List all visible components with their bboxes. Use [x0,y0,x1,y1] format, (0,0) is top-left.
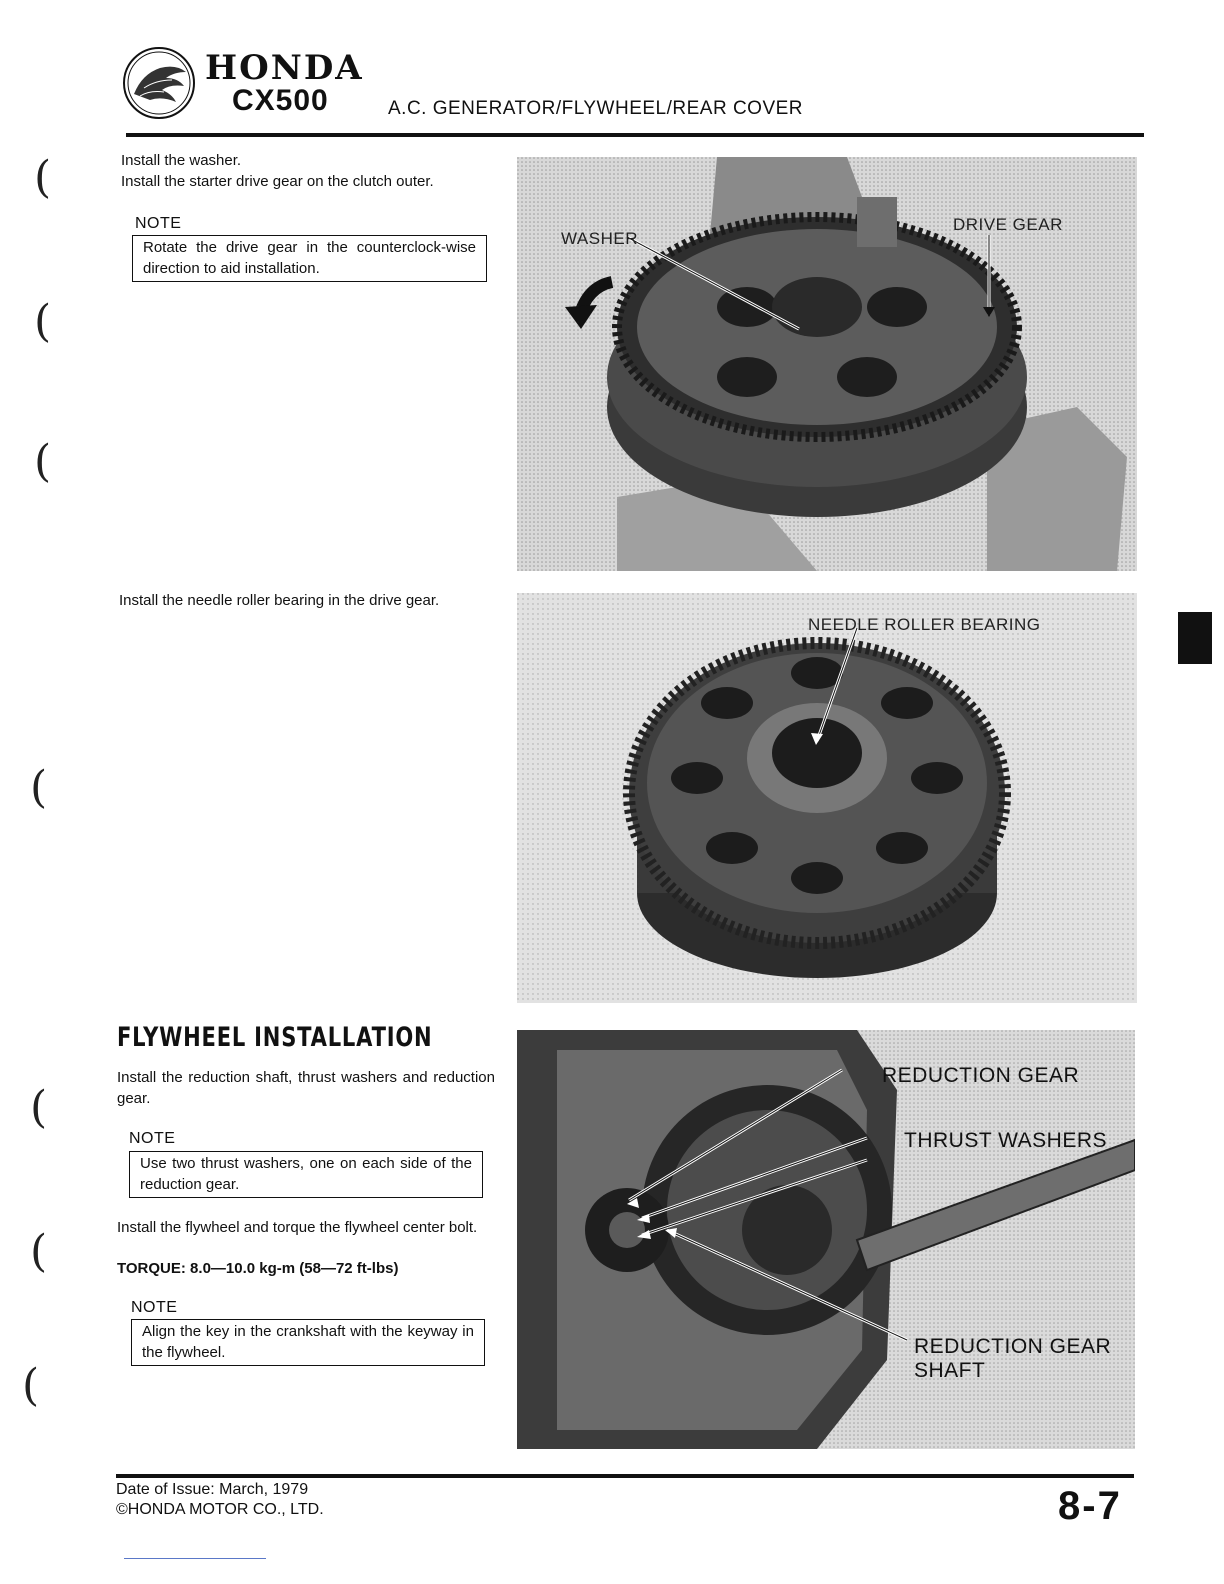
note-box: Use two thrust washers, one on each side of the reduction gear. [129,1151,483,1198]
section-title: A.C. GENERATOR/FLYWHEEL/REAR COVER [388,98,804,119]
model-name: CX500 [232,84,329,117]
bottom-link-underline [124,1558,266,1559]
photo-needle-bearing [517,593,1137,1003]
note-label: NOTE [131,1299,178,1316]
callout-reduction-gear-shaft [914,1335,1111,1383]
step1-text [121,150,511,192]
note-label: NOTE [129,1130,176,1147]
step1-line2: Install the starter drive gear on the clutch outer. [121,173,434,190]
binder-mark: ( [22,1360,40,1411]
binder-mark: ( [34,436,52,487]
note-box: Align the key in the crankshaft with the keyway in the flywheel. [131,1319,485,1366]
flywheel-heading: FLYWHEEL INSTALLATION [117,1022,433,1053]
header-divider [126,133,1144,137]
callout-washer: WASHER [561,229,638,248]
note-label: NOTE [135,215,182,232]
step2-text: Install the needle roller bearing in the drive gear. [119,592,440,609]
callout-reduction-gear: REDUCTION GEAR [882,1064,1080,1087]
flywheel-para2: Install the flywheel and torque the flywheel center bolt. [117,1219,478,1236]
binder-mark: ( [30,1082,48,1133]
page-number: 8-7 [1058,1484,1122,1528]
photo-reduction-gear [517,1030,1135,1449]
callout-thrust-washers: THRUST WASHERS [904,1129,1108,1152]
note-box: Rotate the drive gear in the counterclock-wise direction to aid installation. [132,235,487,282]
footer-divider [116,1474,1134,1478]
callout-reduction-gear-shaft-line1: REDUCTION GEAR [914,1335,1112,1358]
section-tab-marker [1178,612,1212,664]
callout-needle-roller-bearing: NEEDLE ROLLER BEARING [808,615,1041,634]
step1-line1: Install the washer. [121,152,242,169]
binder-mark: ( [34,296,52,347]
binder-mark: ( [30,762,48,813]
brand-name: HONDA [205,48,364,88]
callout-drive-gear: DRIVE GEAR [953,215,1063,234]
footer-info [116,1480,324,1520]
issue-date: Date of Issue: March, 1979 [116,1481,309,1498]
binder-mark: ( [30,1226,48,1277]
torque-spec: TORQUE: 8.0—10.0 kg-m (58—72 ft-lbs) [117,1260,399,1277]
binder-mark: ( [34,152,52,203]
honda-wing-logo-icon [120,44,198,122]
flywheel-para1: Install the reduction shaft, thrust washers and reduction gear. [117,1069,495,1107]
callout-reduction-gear-shaft-line2: SHAFT [914,1359,986,1382]
copyright: ©HONDA MOTOR CO., LTD. [116,1501,324,1518]
